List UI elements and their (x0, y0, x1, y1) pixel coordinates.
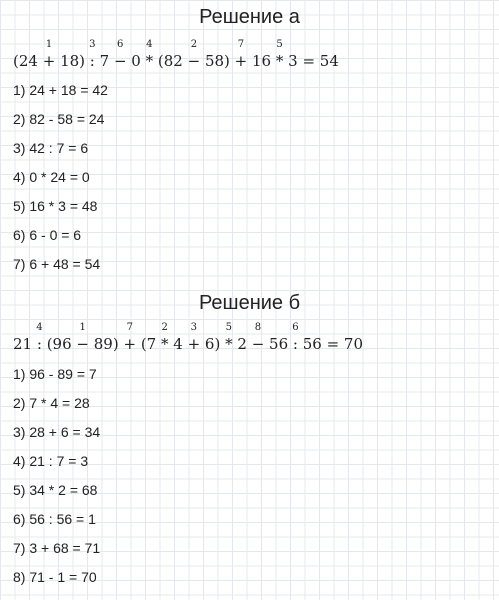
expression-term: 56 (264, 335, 293, 353)
operator-symbol: : (36, 335, 42, 353)
operation-order-number: 2 (161, 322, 168, 333)
operation-order-number: 4 (146, 39, 153, 50)
operator (275, 39, 284, 70)
operator (42, 39, 56, 70)
operation-order-number: 5 (225, 322, 233, 333)
solution-step: 7) 3 + 68 = 71 (13, 540, 101, 556)
operation-order-number: 3 (190, 322, 198, 333)
operation-order-number: 1 (45, 39, 53, 50)
operation-order-number: 1 (79, 322, 86, 333)
operator-symbol: − (76, 335, 89, 353)
operation-order-number: 7 (126, 322, 133, 333)
operation-order-number: 2 (190, 39, 198, 50)
operator (160, 322, 169, 353)
operator-symbol: * (145, 52, 154, 70)
operator-symbol: + (234, 52, 248, 70)
solution-step: 7) 6 + 48 = 54 (13, 256, 101, 272)
operator-symbol: + (42, 52, 56, 70)
expression-term: 16 (247, 52, 276, 70)
expression-term: (7 (136, 335, 161, 353)
expression-term: 3 = 54 (283, 52, 339, 70)
solution-a-title: Решение а (199, 6, 300, 28)
operator (113, 39, 127, 70)
operation-order-number: 8 (254, 322, 262, 333)
operator-symbol: + (187, 335, 201, 353)
operation-order-number: 5 (276, 39, 283, 50)
expression-term: 18) (55, 52, 90, 70)
expression-term: 56 = 70 (297, 335, 363, 353)
expression-term: 7 (94, 52, 114, 70)
solution-step: 2) 7 * 4 = 28 (13, 395, 90, 411)
solution-b-expression (13, 322, 363, 353)
operation-order-number: 3 (89, 39, 96, 50)
expression-term: (96 (41, 335, 77, 353)
expression-term: 4 (168, 335, 188, 353)
solution-step: 5) 34 * 2 = 68 (13, 482, 98, 498)
operator-symbol: : (89, 52, 95, 70)
operator-symbol: : (292, 335, 298, 353)
operator-symbol: + (123, 335, 137, 353)
solution-step: 1) 24 + 18 = 42 (13, 82, 108, 98)
expression-term: (82 (153, 52, 188, 70)
solution-a-expression (13, 39, 339, 70)
solution-step: 1) 96 - 89 = 7 (13, 366, 97, 382)
solution-step: 6) 6 - 0 = 6 (13, 227, 82, 243)
expression-term: 89) (88, 335, 124, 353)
operator-symbol: − (113, 52, 127, 70)
solution-step: 5) 16 * 3 = 48 (13, 198, 98, 214)
operation-order-number: 6 (292, 322, 299, 333)
solution-step: 2) 82 - 58 = 24 (13, 111, 105, 127)
solution-step: 4) 21 : 7 = 3 (13, 453, 89, 469)
solution-step: 3) 28 + 6 = 34 (13, 424, 101, 440)
operator (187, 322, 201, 353)
operator (76, 322, 89, 353)
operator (225, 322, 233, 353)
solution-step: 3) 42 : 7 = 6 (13, 140, 89, 156)
operator-symbol: − (187, 52, 201, 70)
expression-term: 2 (232, 335, 252, 353)
expression-term: 0 (126, 52, 146, 70)
solution-b-title: Решение б (198, 292, 301, 314)
expression-term: 6) (200, 335, 226, 353)
operation-order-number: 4 (36, 322, 43, 333)
operation-order-number: 7 (237, 39, 245, 50)
solution-step: 6) 56 : 56 = 1 (13, 511, 96, 527)
operator (187, 39, 201, 70)
solution-step: 8) 71 - 1 = 70 (13, 569, 97, 585)
operator (251, 322, 265, 353)
expression-term: 21 (13, 335, 37, 353)
operator-symbol: * (160, 335, 169, 353)
operator-symbol: * (275, 52, 284, 70)
operator-symbol: − (251, 335, 265, 353)
operator (123, 322, 137, 353)
operator-symbol: * (225, 335, 233, 353)
operator (145, 39, 154, 70)
operator (234, 39, 248, 70)
solution-step: 4) 0 * 24 = 0 (13, 169, 90, 185)
expression-term: 58) (200, 52, 235, 70)
operation-order-number: 6 (117, 39, 124, 50)
expression-term: (24 (13, 52, 43, 70)
